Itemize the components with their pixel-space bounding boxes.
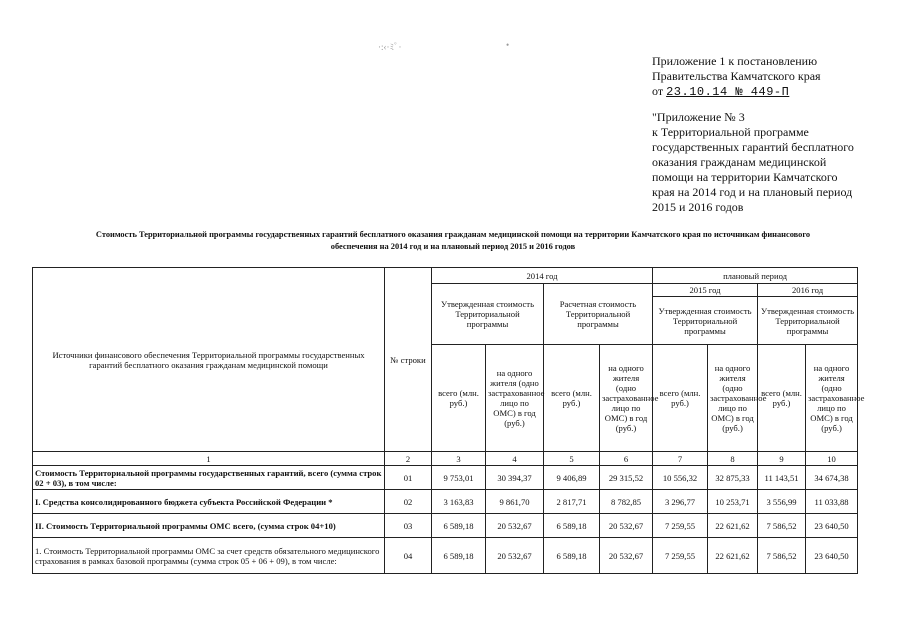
header-row-number: № строки [385, 268, 432, 452]
value-cell: 32 875,33 [708, 466, 758, 490]
header-source: Источники финансового обеспечения Территориальной программы государственных гарантий бесплатного оказания гражданам медицинской помощи [33, 268, 385, 452]
value-cell: 11 143,51 [758, 466, 806, 490]
value-cell: 6 589,18 [432, 538, 486, 574]
row-number: 03 [385, 514, 432, 538]
row-label: I. Средства консолидированного бюджета субъекта Российской Федерации * [33, 490, 385, 514]
header-planned-period: плановый период [653, 268, 858, 284]
column-index: 5 [544, 452, 600, 466]
value-cell: 7 586,52 [758, 538, 806, 574]
value-cell: 23 640,50 [806, 538, 858, 574]
column-index: 3 [432, 452, 486, 466]
row-number: 01 [385, 466, 432, 490]
header-approved-cost-2014: Утвержденная стоимость Территориальной программы [432, 284, 544, 345]
appendix3-line-7: 2015 и 2016 годов [652, 200, 744, 214]
column-index: 6 [600, 452, 653, 466]
header-per-resident-2015: на одного жителя (одно застрахованное лицо по ОМС) в год (руб.) [708, 345, 758, 452]
header-approved-cost-2016: Утвержденная стоимость Территориальной программы [758, 297, 858, 345]
column-index: 7 [653, 452, 708, 466]
value-cell: 6 589,18 [544, 514, 600, 538]
appendix3-line-1: "Приложение № 3 [652, 110, 745, 124]
header-year-2015: 2015 год [653, 284, 758, 297]
header-total-2014-approved: всего (млн. руб.) [432, 345, 486, 452]
value-cell: 11 033,88 [806, 490, 858, 514]
table-row [33, 514, 858, 538]
value-cell: 9 406,89 [544, 466, 600, 490]
cost-table [32, 267, 865, 574]
document-title-line-2: обеспечения на 2014 год и на плановый период 2015 и 2016 годов [330, 242, 576, 251]
column-index: 2 [385, 452, 432, 466]
value-cell: 20 532,67 [486, 538, 544, 574]
value-cell: 10 556,32 [653, 466, 708, 490]
column-index: 9 [758, 452, 806, 466]
appendix3-line-3: государственных гарантий бесплатного [652, 140, 854, 154]
header-total-2014-estimated: всего (млн. руб.) [544, 345, 600, 452]
appendix3-line-2: к Территориальной программе [652, 125, 809, 139]
header-total-2015: всего (млн. руб.) [653, 345, 708, 452]
appendix-line-1: Приложение 1 к постановлению [652, 54, 818, 68]
table-row [33, 538, 858, 574]
header-per-resident-2014-estimated: на одного жителя (одно застрахованное лицо по ОМС) в год (руб.) [600, 345, 653, 452]
row-number: 04 [385, 538, 432, 574]
value-cell: 22 621,62 [708, 538, 758, 574]
document-title [44, 229, 862, 253]
column-index-row [33, 452, 858, 466]
value-cell: 7 259,55 [653, 538, 708, 574]
appendix-header [652, 54, 902, 215]
row-label: II. Стоимость Территориальной программы ОМС всего, (сумма строк 04+10) [33, 514, 385, 538]
header-year-2016: 2016 год [758, 284, 858, 297]
value-cell: 2 817,71 [544, 490, 600, 514]
value-cell: 6 589,18 [544, 538, 600, 574]
appendix-date-line [652, 84, 902, 100]
value-cell: 7 586,52 [758, 514, 806, 538]
document-title-line-1: Стоимость Территориальной программы государственных гарантий бесплатного оказания гражданам медицинской помощи на территории Камчатского края по источникам финансового [95, 230, 811, 239]
column-index: 8 [708, 452, 758, 466]
column-index: 4 [486, 452, 544, 466]
header-total-2016: всего (млн. руб.) [758, 345, 806, 452]
decree-date-number: 23.10.14 № 449-П [666, 85, 790, 99]
scan-smudge: ·:‹·ﾐﾟ· [378, 42, 402, 52]
column-index: 1 [33, 452, 385, 466]
value-cell: 29 315,52 [600, 466, 653, 490]
appendix3-line-5: помощи на территории Камчатского [652, 170, 838, 184]
scan-dot: • [506, 40, 510, 50]
table-row [33, 466, 858, 490]
appendix3-line-6: края на 2014 год и на плановый период [652, 185, 853, 199]
value-cell: 23 640,50 [806, 514, 858, 538]
header-per-resident-2014-approved: на одного жителя (одно застрахованное лицо по ОМС) в год (руб.) [486, 345, 544, 452]
header-year-2014: 2014 год [432, 268, 653, 284]
value-cell: 9 753,01 [432, 466, 486, 490]
value-cell: 6 589,18 [432, 514, 486, 538]
value-cell: 30 394,37 [486, 466, 544, 490]
header-approved-cost-2015: Утвержденная стоимость Территориальной программы [653, 297, 758, 345]
value-cell: 20 532,67 [600, 514, 653, 538]
header-estimated-cost-2014: Расчетная стоимость Территориальной программы [544, 284, 653, 345]
value-cell: 7 259,55 [653, 514, 708, 538]
value-cell: 9 861,70 [486, 490, 544, 514]
row-label: Стоимость Территориальной программы государственных гарантий, всего (сумма строк 02 + 03), в том числе: [33, 466, 385, 490]
table-row [33, 490, 858, 514]
value-cell: 3 556,99 [758, 490, 806, 514]
value-cell: 34 674,38 [806, 466, 858, 490]
value-cell: 3 163,83 [432, 490, 486, 514]
value-cell: 3 296,77 [653, 490, 708, 514]
header-per-resident-2016: на одного жителя (одно застрахованное лицо по ОМС) в год (руб.) [806, 345, 858, 452]
appendix3-line-4: оказания гражданам медицинской [652, 155, 827, 169]
value-cell: 22 621,62 [708, 514, 758, 538]
column-index: 10 [806, 452, 858, 466]
date-prefix: от [652, 84, 664, 98]
appendix-line-2: Правительства Камчатского края [652, 69, 821, 83]
row-number: 02 [385, 490, 432, 514]
value-cell: 8 782,85 [600, 490, 653, 514]
row-label: 1. Стоимость Территориальной программы ОМС за счет средств обязательного медицинского страхования в рамках базовой программы (сумма строк 05 + 06 + 09), в том числе: [33, 538, 385, 574]
value-cell: 20 532,67 [486, 514, 544, 538]
value-cell: 20 532,67 [600, 538, 653, 574]
value-cell: 10 253,71 [708, 490, 758, 514]
